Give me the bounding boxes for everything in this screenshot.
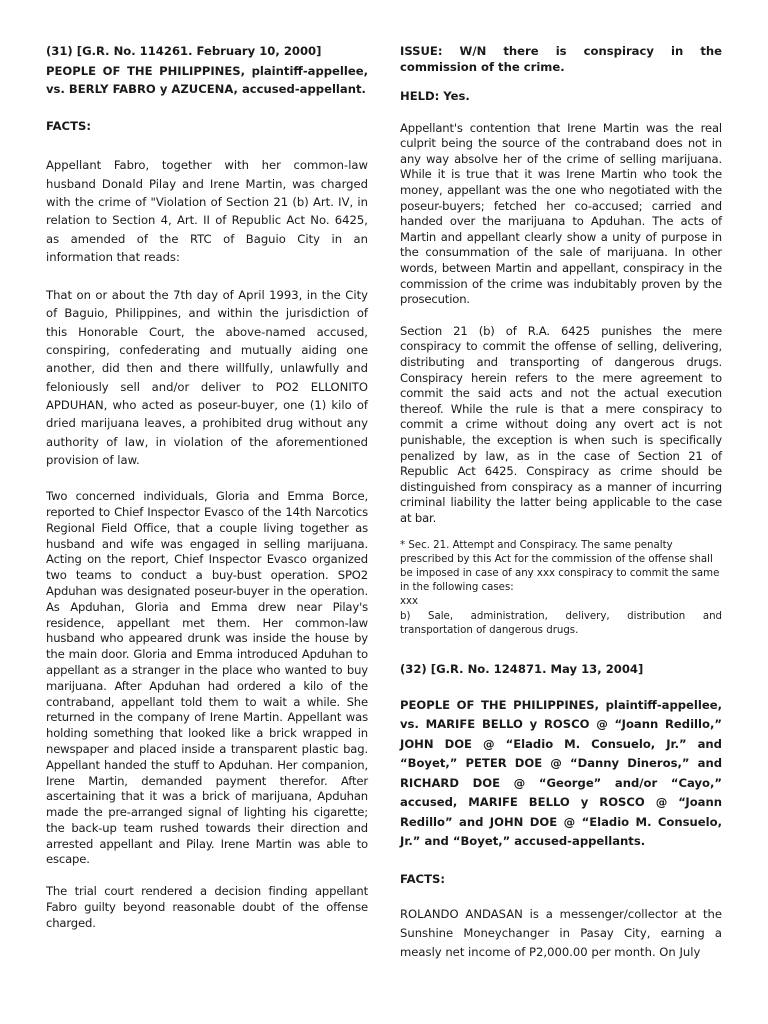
facts-heading-31: FACTS:: [46, 118, 91, 133]
case-32-number: (32) [G.R. No. 124871. May 13, 2004]: [400, 661, 644, 676]
footnote-b: b) Sale, administration, delivery, distribution and transportation of dangerous drugs.: [400, 610, 722, 636]
issue-text: ISSUE: W/N there is conspiracy in the commission of the crime.: [400, 44, 722, 74]
held-text: HELD: Yes.: [400, 89, 470, 103]
case-31-parties: PEOPLE OF THE PHILIPPINES, plaintiff-appellee, vs. BERLY FABRO y AZUCENA, accused-appellant.: [46, 63, 368, 97]
footnote-main: * Sec. 21. Attempt and Conspiracy. The same penalty prescribed by this Act for the commission of the offense shall be imposed in case of any xxx conspiracy to commit the same in the following cases:: [400, 539, 720, 594]
case-32-facts-paragraph: ROLANDO ANDASAN is a messenger/collector at the Sunshine Moneychanger in Pasay City, earning a measly net income of P2,000.00 per month. On July: [400, 907, 722, 960]
ruling-paragraph-2: Section 21 (b) of R.A. 6425 punishes the mere conspiracy to commit the offense of selling, delivering, distributing and transporting of dangerous drugs. Conspiracy herein refers to the mere agreement to commit the said acts and not the actual execution thereof. While the rule is that a mere conspiracy to commit a crime without doing any overt act is not punishable, the exception is when such is specifically penalized by law, as in the case of Section 21 of Republic Act 6425. Conspiracy as crime should be distinguished from conspiracy as a manner of incurring criminal liability the latter being applicable to the case at bar.: [400, 323, 722, 525]
ruling-paragraph-1: Appellant's contention that Irene Martin was the real culprit being the source of the contraband does not in any way absolve her of the crime of selling marijuana. While it is true that it was Irene Martin who took the money, appellant was the one who negotiated with the poseur-buyers; fetched her co-accused; carried and handed over the marijuana to Apduhan. The acts of Martin and appellant clearly show a unity of purpose in the consummation of the sale of marijuana. In other words, between Martin and appellant, conspiracy in the commission of the crime was indubitably proven by the prosecution.: [400, 120, 722, 307]
footnote-xxx: xxx: [400, 596, 419, 608]
footnote: [400, 539, 722, 638]
left-column: [46, 44, 368, 948]
information-paragraph: That on or about the 7th day of April 1993, in the City of Baguio, Philippines, and within the jurisdiction of this Honorable Court, the above-named accused, conspiring, confederating and mutually aiding one another, did then and there willfully, unlawfully and feloniously sell and/or deliver to PO2 ELLONITO APDUHAN, who acted as poseur-buyer, one (1) kilo of dried marijuana leaves, a prohibited drug without any authority of law, in violation of the aforementioned provision of law.: [46, 288, 368, 467]
case-31-number: (31) [G.R. No. 114261. February 10, 2000]: [46, 44, 322, 58]
facts-paragraph-1: Appellant Fabro, together with her common-law husband Donald Pilay and Irene Martin, was charged with the crime of "Violation of Section 21 (b) Art. IV, in relation to Section 4, Art. II of Republic Act No. 6425, as amended of the RTC of Baguio City in an information that reads:: [46, 158, 368, 264]
right-column: [400, 44, 722, 978]
facts-paragraph-2: Two concerned individuals, Gloria and Emma Borce, reported to Chief Inspector Evasco of the 14th Narcotics Regional Field Office, that a couple living together as husband and wife was engaged in selling marijuana. Acting on the report, Chief Inspector Evasco organized two teams to conduct a buy-bust operation. SPO2 Apduhan was designated poseur-buyer in the operation. As Apduhan, Gloria and Emma drew near Pilay's residence, appellant met them. Her common-law husband who appeared drunk was inside the house by the main door. Gloria and Emma introduced Apduhan to appellant as a stranger in the place who wanted to buy marijuana. After Apduhan had ordered a kilo of the contraband, appellant told them to wait a while. She returned in the company of Irene Martin. Appellant was holding something that looked like a brick wrapped in newspaper and placed inside a transparent plastic bag. Appellant handed the stuff to Apduhan. Her companion, Irene Martin, demanded payment therefor. After ascertaining that it was a brick of marijuana, Apduhan made the pre-arranged signal of lighting his cigarette; the back-up team rushed towards their direction and arrested appellant and Pilay. Irene Martin was able to escape.: [46, 489, 368, 867]
facts-heading-32: FACTS:: [400, 871, 445, 886]
case-32-parties: PEOPLE OF THE PHILIPPINES, plaintiff-appellee, vs. MARIFE BELLO y ROSCO @ “Joann Redillo,” JOHN DOE @ “Eladio M. Consuelo, Jr.” and “Boyet,” PETER DOE @ “Danny Dineros,” and RICHARD DOE @ “George” and/or “Cayo,” accused, MARIFE BELLO y ROSCO @ “Joann Redillo” and JOHN DOE @ “Eladio M. Consuelo, Jr.” and “Boyet,” accused-appellants.: [400, 697, 722, 849]
facts-paragraph-3: The trial court rendered a decision finding appellant Fabro guilty beyond reasonable doubt of the offense charged.: [46, 884, 368, 930]
